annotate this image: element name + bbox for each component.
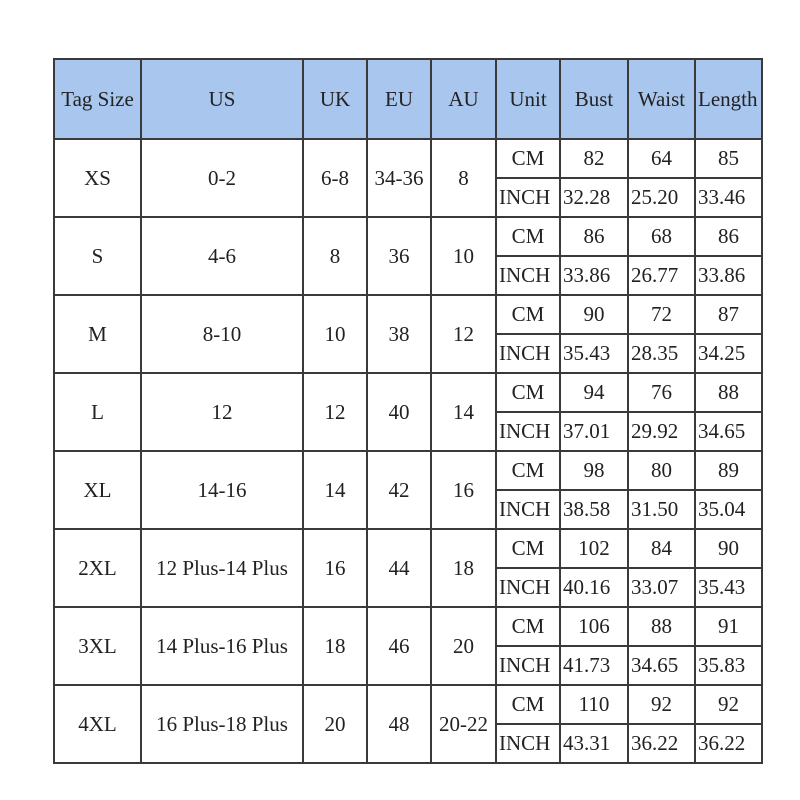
au-size-cell: 10 xyxy=(431,217,496,295)
uk-size-cell: 16 xyxy=(303,529,367,607)
us-size-cell: 4-6 xyxy=(141,217,303,295)
header-row xyxy=(54,59,762,139)
header-bust: Bust xyxy=(560,59,628,139)
uk-size-cell: 20 xyxy=(303,685,367,763)
tag-size-cell: 2XL xyxy=(54,529,141,607)
bust-cell: 32.28 xyxy=(560,178,628,217)
waist-cell: 29.92 xyxy=(628,412,695,451)
waist-cell: 72 xyxy=(628,295,695,334)
eu-size-cell: 46 xyxy=(367,607,431,685)
unit-cell: CM xyxy=(496,217,560,256)
waist-cell: 25.20 xyxy=(628,178,695,217)
waist-cell: 84 xyxy=(628,529,695,568)
au-size-cell: 14 xyxy=(431,373,496,451)
bust-cell: 38.58 xyxy=(560,490,628,529)
eu-size-cell: 44 xyxy=(367,529,431,607)
length-cell: 35.04 xyxy=(695,490,762,529)
unit-cell: INCH xyxy=(496,490,560,529)
table-body xyxy=(54,139,762,763)
waist-cell: 64 xyxy=(628,139,695,178)
length-cell: 89 xyxy=(695,451,762,490)
header-uk: UK xyxy=(303,59,367,139)
au-size-cell: 12 xyxy=(431,295,496,373)
bust-cell: 37.01 xyxy=(560,412,628,451)
bust-cell: 33.86 xyxy=(560,256,628,295)
length-cell: 90 xyxy=(695,529,762,568)
us-size-cell: 16 Plus-18 Plus xyxy=(141,685,303,763)
unit-cell: INCH xyxy=(496,724,560,763)
uk-size-cell: 12 xyxy=(303,373,367,451)
au-size-cell: 20 xyxy=(431,607,496,685)
header-length: Length xyxy=(695,59,762,139)
tag-size-cell: S xyxy=(54,217,141,295)
length-cell: 86 xyxy=(695,217,762,256)
us-size-cell: 12 Plus-14 Plus xyxy=(141,529,303,607)
bust-cell: 94 xyxy=(560,373,628,412)
bust-cell: 86 xyxy=(560,217,628,256)
bust-cell: 102 xyxy=(560,529,628,568)
header-eu: EU xyxy=(367,59,431,139)
eu-size-cell: 38 xyxy=(367,295,431,373)
unit-cell: CM xyxy=(496,373,560,412)
us-size-cell: 8-10 xyxy=(141,295,303,373)
header-au: AU xyxy=(431,59,496,139)
tag-size-cell: M xyxy=(54,295,141,373)
waist-cell: 33.07 xyxy=(628,568,695,607)
length-cell: 36.22 xyxy=(695,724,762,763)
table-row xyxy=(54,451,762,490)
length-cell: 88 xyxy=(695,373,762,412)
length-cell: 85 xyxy=(695,139,762,178)
unit-cell: INCH xyxy=(496,178,560,217)
waist-cell: 26.77 xyxy=(628,256,695,295)
waist-cell: 92 xyxy=(628,685,695,724)
size-chart-table xyxy=(53,58,763,764)
table-row xyxy=(54,295,762,334)
length-cell: 35.43 xyxy=(695,568,762,607)
uk-size-cell: 14 xyxy=(303,451,367,529)
table-row xyxy=(54,685,762,724)
unit-cell: CM xyxy=(496,451,560,490)
bust-cell: 110 xyxy=(560,685,628,724)
length-cell: 34.65 xyxy=(695,412,762,451)
eu-size-cell: 48 xyxy=(367,685,431,763)
tag-size-cell: 3XL xyxy=(54,607,141,685)
us-size-cell: 14 Plus-16 Plus xyxy=(141,607,303,685)
tag-size-cell: XS xyxy=(54,139,141,217)
eu-size-cell: 42 xyxy=(367,451,431,529)
header-unit: Unit xyxy=(496,59,560,139)
us-size-cell: 14-16 xyxy=(141,451,303,529)
table-row xyxy=(54,373,762,412)
header-us: US xyxy=(141,59,303,139)
waist-cell: 28.35 xyxy=(628,334,695,373)
bust-cell: 90 xyxy=(560,295,628,334)
length-cell: 87 xyxy=(695,295,762,334)
bust-cell: 106 xyxy=(560,607,628,646)
unit-cell: INCH xyxy=(496,646,560,685)
au-size-cell: 18 xyxy=(431,529,496,607)
tag-size-cell: L xyxy=(54,373,141,451)
table-row xyxy=(54,139,762,178)
waist-cell: 88 xyxy=(628,607,695,646)
table-row xyxy=(54,529,762,568)
bust-cell: 43.31 xyxy=(560,724,628,763)
eu-size-cell: 40 xyxy=(367,373,431,451)
unit-cell: CM xyxy=(496,295,560,334)
eu-size-cell: 34-36 xyxy=(367,139,431,217)
length-cell: 91 xyxy=(695,607,762,646)
unit-cell: CM xyxy=(496,139,560,178)
length-cell: 35.83 xyxy=(695,646,762,685)
unit-cell: INCH xyxy=(496,568,560,607)
length-cell: 92 xyxy=(695,685,762,724)
au-size-cell: 20-22 xyxy=(431,685,496,763)
bust-cell: 82 xyxy=(560,139,628,178)
bust-cell: 41.73 xyxy=(560,646,628,685)
uk-size-cell: 18 xyxy=(303,607,367,685)
waist-cell: 76 xyxy=(628,373,695,412)
table-row xyxy=(54,607,762,646)
header-tag-size: Tag Size xyxy=(54,59,141,139)
header-waist: Waist xyxy=(628,59,695,139)
uk-size-cell: 6-8 xyxy=(303,139,367,217)
uk-size-cell: 10 xyxy=(303,295,367,373)
waist-cell: 80 xyxy=(628,451,695,490)
waist-cell: 34.65 xyxy=(628,646,695,685)
unit-cell: CM xyxy=(496,607,560,646)
waist-cell: 36.22 xyxy=(628,724,695,763)
unit-cell: INCH xyxy=(496,256,560,295)
us-size-cell: 0-2 xyxy=(141,139,303,217)
au-size-cell: 16 xyxy=(431,451,496,529)
unit-cell: CM xyxy=(496,529,560,568)
length-cell: 34.25 xyxy=(695,334,762,373)
waist-cell: 31.50 xyxy=(628,490,695,529)
us-size-cell: 12 xyxy=(141,373,303,451)
table-row xyxy=(54,217,762,256)
bust-cell: 98 xyxy=(560,451,628,490)
tag-size-cell: 4XL xyxy=(54,685,141,763)
tag-size-cell: XL xyxy=(54,451,141,529)
length-cell: 33.86 xyxy=(695,256,762,295)
au-size-cell: 8 xyxy=(431,139,496,217)
bust-cell: 35.43 xyxy=(560,334,628,373)
waist-cell: 68 xyxy=(628,217,695,256)
unit-cell: INCH xyxy=(496,334,560,373)
bust-cell: 40.16 xyxy=(560,568,628,607)
uk-size-cell: 8 xyxy=(303,217,367,295)
eu-size-cell: 36 xyxy=(367,217,431,295)
length-cell: 33.46 xyxy=(695,178,762,217)
unit-cell: INCH xyxy=(496,412,560,451)
unit-cell: CM xyxy=(496,685,560,724)
